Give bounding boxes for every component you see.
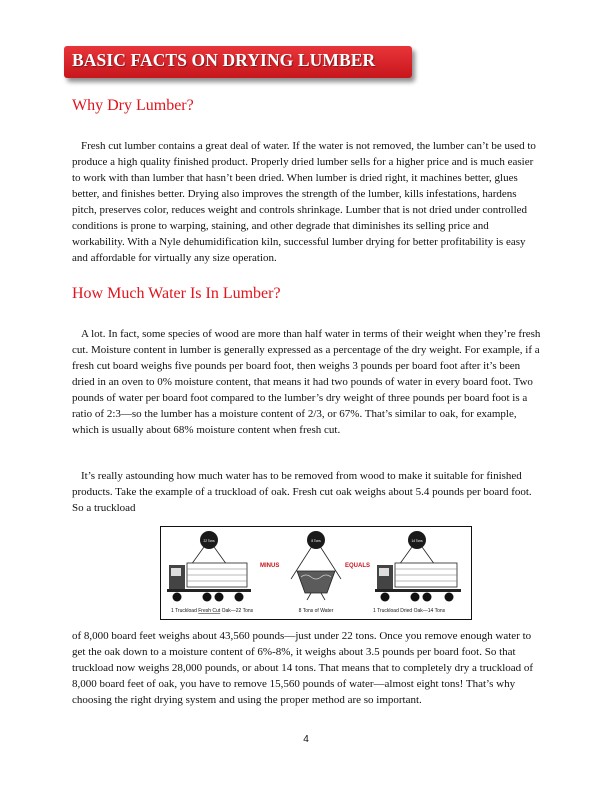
section-heading-why-dry: Why Dry Lumber? (72, 97, 194, 114)
paragraph-truckload-intro: It’s really astounding how much water has to be removed from wood to make it suitable for finished products. Take the example of a truckload of oak. Fresh cut oak weighs about 5.4 pounds per board foot. So a truckload (72, 470, 532, 514)
caption-water: 8 Tons of Water (298, 608, 334, 614)
equals-label: EQUALS (345, 563, 371, 569)
caption-fresh-truckload: 1 Truckload Fresh Cut Oak—22 Tons (171, 608, 254, 614)
paragraph-truckload-conclusion: of 8,000 board feet weighs about 43,560 pounds—just under 22 tons. Once you remove enough water to get the oak down to a moisture content of 6%-8%, it weighs about 3.5 pounds per board foot. So that truckload now weighs 28,000 pounds, or about 14 tons. That means that to completely dry a truckload of 8,000 board feet of oak, you have to remove 15,560 pounds of water—almost eight tons! That’s why choosing the right drying system and using the proper method are so important. (72, 630, 534, 706)
caption-dried-truckload: 1 Truckload Dried Oak—14 Tons (373, 608, 446, 614)
paragraph-why-dry: Fresh cut lumber contains a great deal of water. If the water is not removed, the lumber can’t be used to produce a high quality finished product. Properly dried lumber sells for a higher price and is much easier to work with than lumber that hasn’t been dried. When lumber is dried right, it machines better, glues better, and finishes better. Drying also improves the strength of the lumber, kills infestations, hardens pitch, preserves color, reduces weight and controls shrinkage. Lumber that is not dried under controlled conditions is prone to warping, staining, and other degrade that diminishes its selling price and workability. With a Nyle dehumidification kiln, successful lumber drying for better profitability is easy and affordable for virtually any size operation. (72, 140, 536, 264)
weight-label-fresh: 22 Tons (203, 539, 215, 543)
weight-label-water: 8 Tons (311, 539, 321, 543)
page-title: BASIC FACTS ON DRYING LUMBER (72, 50, 376, 70)
title-banner (64, 46, 412, 78)
truckload-diagram (161, 527, 471, 619)
section-heading-how-much-water: How Much Water Is In Lumber? (72, 285, 281, 302)
minus-label: MINUS (260, 563, 280, 569)
page-number: 4 (303, 734, 309, 745)
weight-label-dried: 14 Tons (411, 539, 423, 543)
paragraph-how-much-water: A lot. In fact, some species of wood are more than half water in terms of their weight when they’re fresh cut. Moisture content in lumber is generally expressed as a percentage of the dry weight. For example, if a fresh cut board weighs five pounds per board foot, then weighs 3 pounds per board foot after it’s been dried in an oven to 0% moisture content, that means it had two pounds of water in every board foot. Two pounds of water per board foot compared to the lumber’s dry weight of three pounds per board foot is a ratio of 2:3—so the lumber has a moisture content of 2/3, or 67%. That’s similar to oak, for example, which is usually about 68% moisture content when fresh cut. (72, 328, 541, 436)
truckload-figure (160, 526, 472, 620)
